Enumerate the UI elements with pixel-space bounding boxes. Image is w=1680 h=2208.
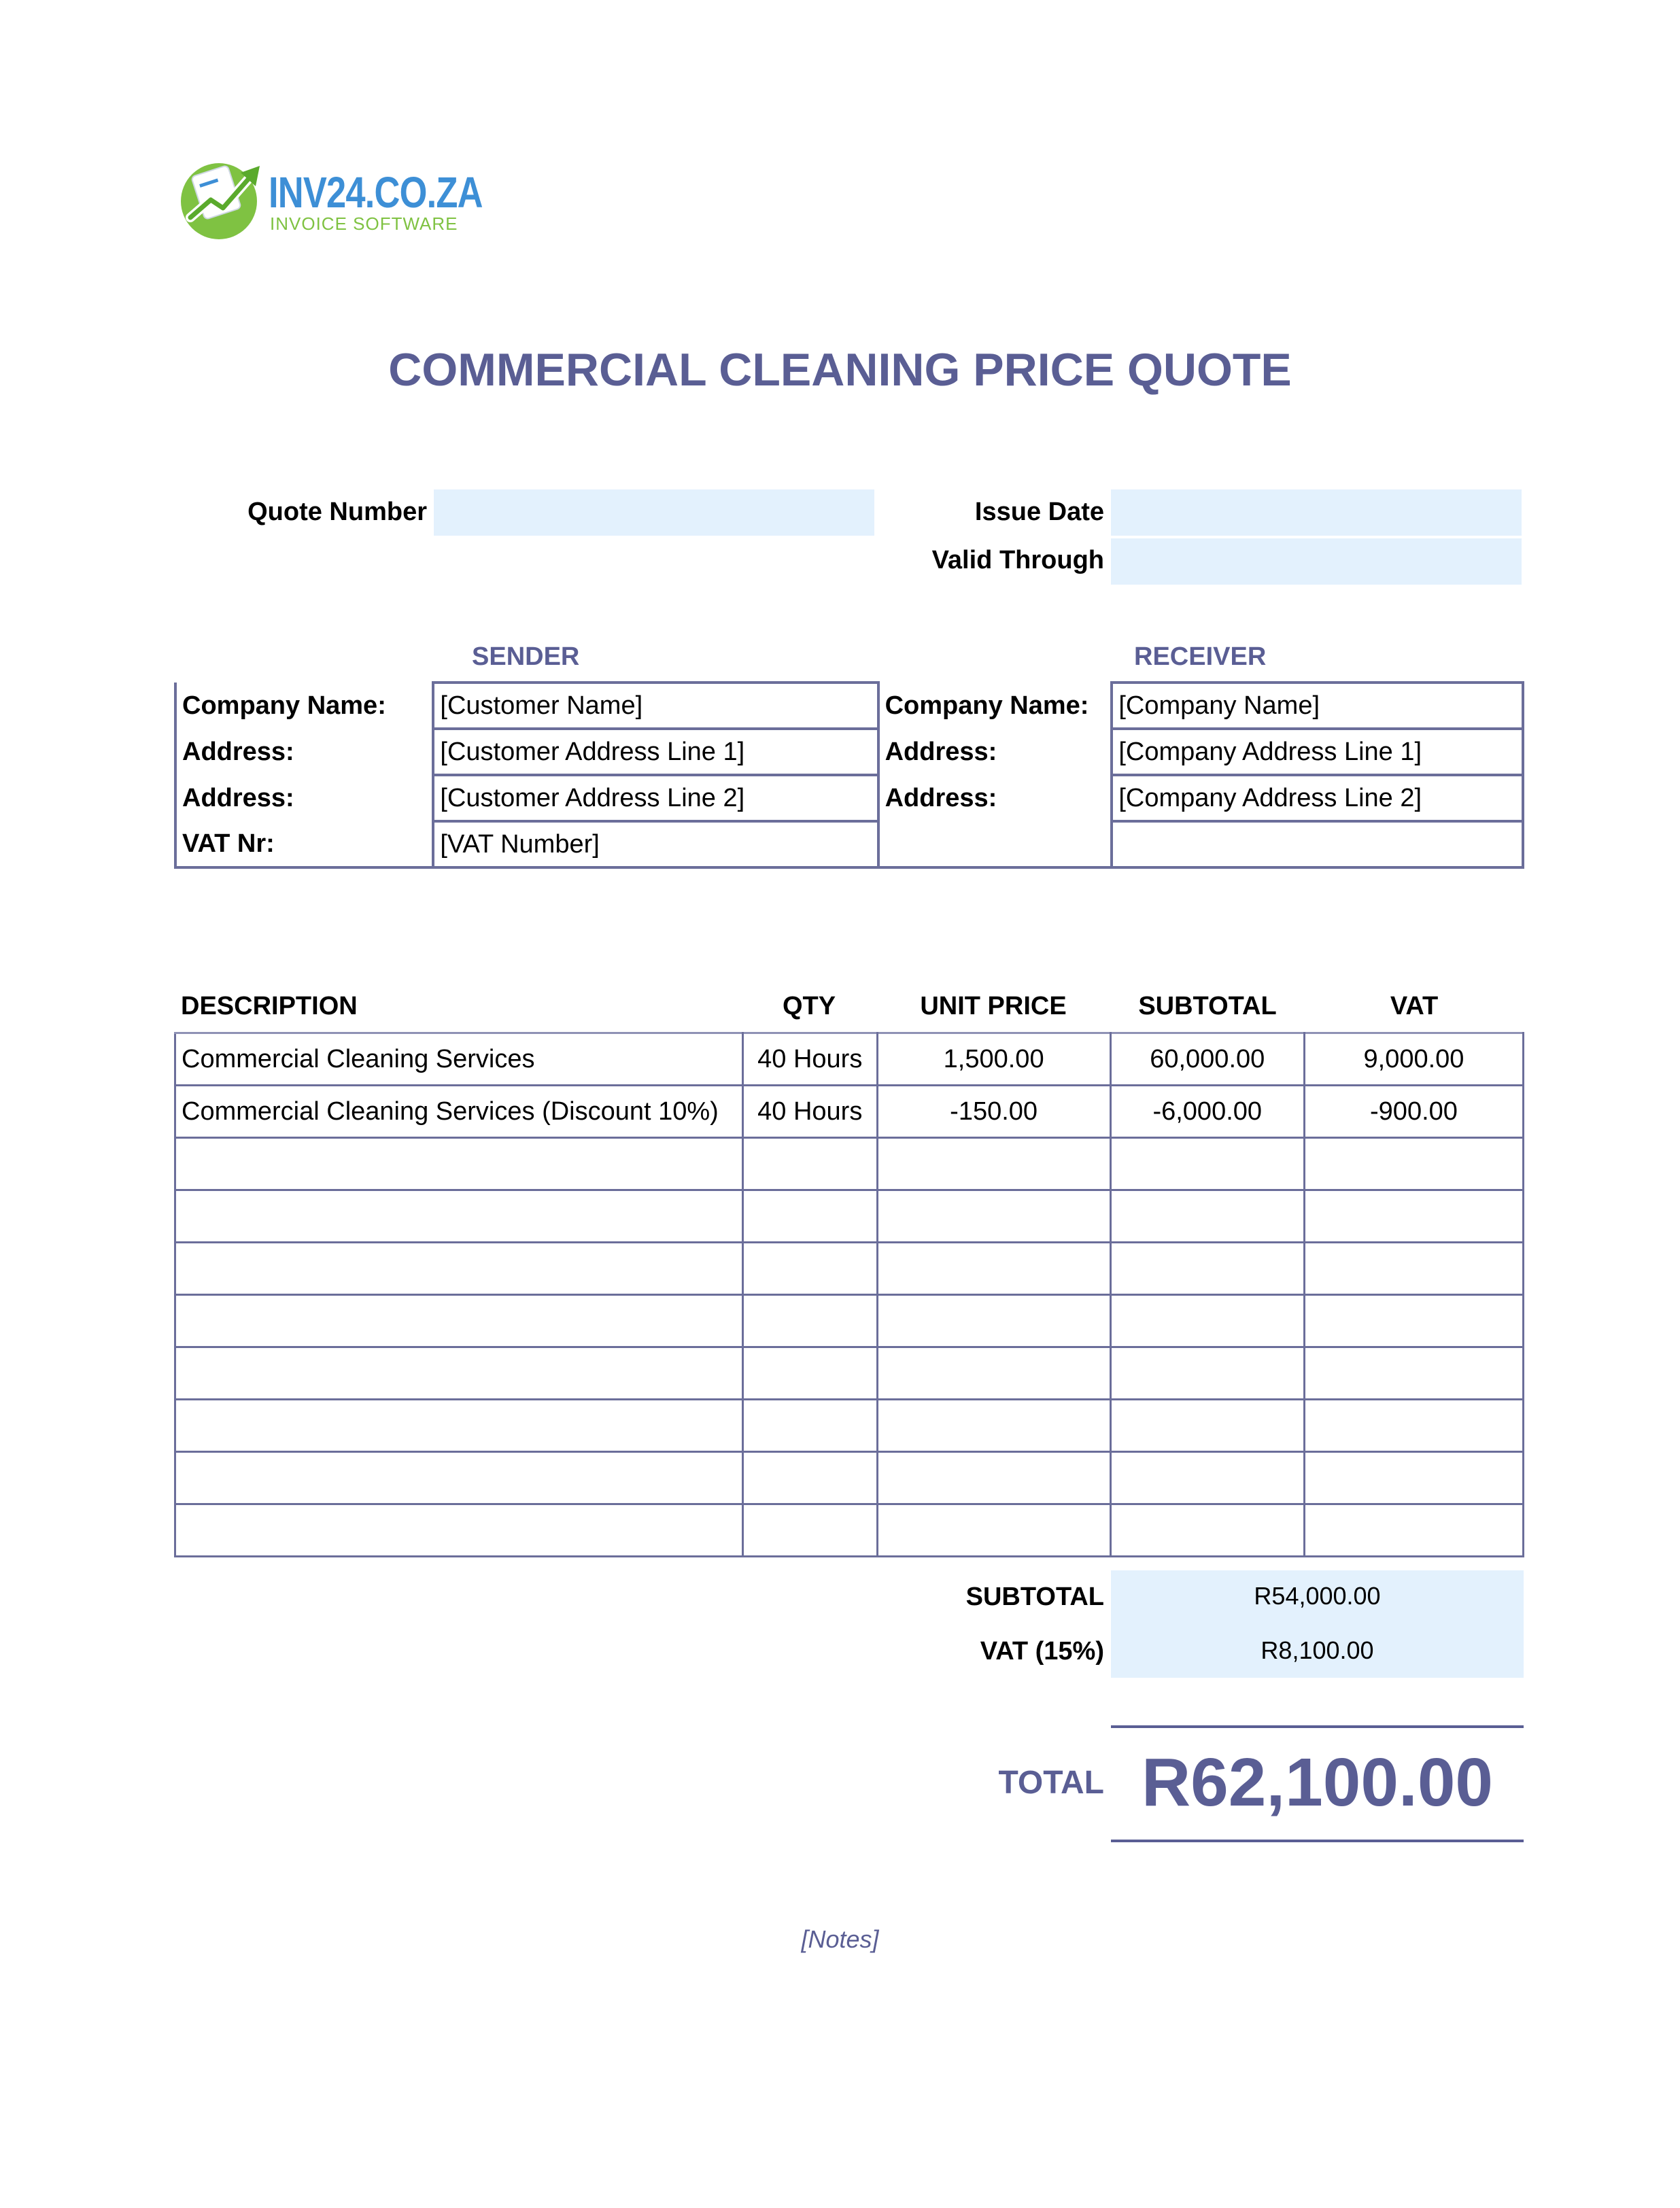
col-header-vat: VAT: [1390, 992, 1439, 1020]
item-description[interactable]: [175, 1295, 743, 1347]
total-top-rule: [1111, 1725, 1524, 1728]
item-subtotal[interactable]: [1110, 1504, 1304, 1557]
item-description[interactable]: [175, 1138, 743, 1190]
item-subtotal[interactable]: [1110, 1243, 1304, 1295]
total-value: R62,100.00: [1141, 1744, 1494, 1821]
item-description[interactable]: [175, 1347, 743, 1400]
issue-date-field[interactable]: [1111, 489, 1522, 536]
col-header-description: DESCRIPTION: [181, 992, 358, 1020]
item-description[interactable]: [175, 1400, 743, 1452]
item-unit-price[interactable]: [877, 1400, 1110, 1452]
sender-heading: SENDER: [472, 642, 580, 671]
receiver-label: Company Name:: [878, 683, 1112, 729]
notes[interactable]: [Notes]: [801, 1925, 879, 1953]
receiver-label: Address:: [878, 775, 1112, 821]
col-header-subtotal: SUBTOTAL: [1138, 992, 1277, 1020]
item-qty[interactable]: [742, 1138, 877, 1190]
item-unit-price[interactable]: [877, 1295, 1110, 1347]
item-unit-price[interactable]: [877, 1138, 1110, 1190]
item-subtotal[interactable]: [1110, 1400, 1304, 1452]
item-qty[interactable]: [742, 1452, 877, 1504]
receiver-value[interactable]: [Company Name]: [1112, 683, 1523, 729]
item-vat[interactable]: [1304, 1295, 1523, 1347]
table-row: [175, 1190, 1524, 1243]
party-row: [175, 683, 1523, 729]
party-row: [175, 821, 1523, 867]
item-unit-price[interactable]: 1,500.00: [877, 1033, 1110, 1086]
item-qty[interactable]: [742, 1347, 877, 1400]
sender-label: Address:: [175, 729, 433, 775]
item-description[interactable]: [175, 1243, 743, 1295]
receiver-value[interactable]: [Company Address Line 1]: [1112, 729, 1523, 775]
item-vat[interactable]: [1304, 1452, 1523, 1504]
quote-number-field[interactable]: [434, 489, 874, 536]
receiver-label: Address:: [878, 729, 1112, 775]
item-qty[interactable]: [742, 1190, 877, 1243]
total-bottom-rule: [1111, 1840, 1524, 1842]
logo-name: INV24.CO.ZA: [269, 168, 483, 217]
table-row: [175, 1452, 1524, 1504]
valid-through-label: Valid Through: [931, 546, 1104, 574]
item-description[interactable]: [175, 1504, 743, 1557]
item-subtotal[interactable]: [1110, 1295, 1304, 1347]
item-unit-price[interactable]: -150.00: [877, 1086, 1110, 1138]
item-vat[interactable]: [1304, 1347, 1523, 1400]
sender-label: Company Name:: [175, 683, 433, 729]
item-subtotal[interactable]: [1110, 1190, 1304, 1243]
item-unit-price[interactable]: [877, 1504, 1110, 1557]
table-row: [175, 1033, 1524, 1086]
receiver-value[interactable]: [1112, 821, 1523, 867]
item-subtotal[interactable]: [1110, 1347, 1304, 1400]
item-description[interactable]: [175, 1190, 743, 1243]
table-row: [175, 1086, 1524, 1138]
total-label: TOTAL: [998, 1765, 1104, 1801]
table-row: [175, 1138, 1524, 1190]
item-vat[interactable]: 9,000.00: [1304, 1033, 1523, 1086]
item-qty[interactable]: [742, 1504, 877, 1557]
item-unit-price[interactable]: [877, 1452, 1110, 1504]
subtotal-value: R54,000.00: [1111, 1570, 1524, 1625]
receiver-label: [878, 821, 1112, 867]
party-row: [175, 729, 1523, 775]
item-qty[interactable]: 40 Hours: [742, 1086, 877, 1138]
table-row: [175, 1400, 1524, 1452]
item-vat[interactable]: [1304, 1190, 1523, 1243]
vat-value: R8,100.00: [1111, 1625, 1524, 1678]
receiver-value[interactable]: [Company Address Line 2]: [1112, 775, 1523, 821]
receiver-heading: RECEIVER: [1134, 642, 1267, 671]
item-vat[interactable]: [1304, 1400, 1523, 1452]
col-header-qty: QTY: [782, 992, 836, 1020]
issue-date-label: Issue Date: [974, 498, 1104, 526]
item-vat[interactable]: -900.00: [1304, 1086, 1523, 1138]
sender-value[interactable]: [Customer Address Line 1]: [433, 729, 878, 775]
logo-tagline: INVOICE SOFTWARE: [270, 213, 458, 234]
table-row: [175, 1243, 1524, 1295]
table-row: [175, 1295, 1524, 1347]
item-unit-price[interactable]: [877, 1243, 1110, 1295]
item-vat[interactable]: [1304, 1504, 1523, 1557]
item-subtotal[interactable]: -6,000.00: [1110, 1086, 1304, 1138]
sender-label: Address:: [175, 775, 433, 821]
table-row: [175, 1347, 1524, 1400]
line-items-table: [174, 1032, 1524, 1557]
table-row: [175, 1504, 1524, 1557]
sender-value[interactable]: [Customer Address Line 2]: [433, 775, 878, 821]
item-qty[interactable]: [742, 1243, 877, 1295]
item-vat[interactable]: [1304, 1243, 1523, 1295]
item-description[interactable]: Commercial Cleaning Services: [175, 1033, 743, 1086]
item-unit-price[interactable]: [877, 1190, 1110, 1243]
item-subtotal[interactable]: 60,000.00: [1110, 1033, 1304, 1086]
item-subtotal[interactable]: [1110, 1138, 1304, 1190]
item-qty[interactable]: [742, 1400, 877, 1452]
valid-through-field[interactable]: [1111, 538, 1522, 585]
quote-number-label: Quote Number: [247, 498, 427, 526]
item-unit-price[interactable]: [877, 1347, 1110, 1400]
item-qty[interactable]: [742, 1295, 877, 1347]
col-header-unit-price: UNIT PRICE: [920, 992, 1067, 1020]
item-subtotal[interactable]: [1110, 1452, 1304, 1504]
item-description[interactable]: [175, 1452, 743, 1504]
sender-label: VAT Nr:: [175, 821, 433, 867]
sender-value[interactable]: [Customer Name]: [433, 683, 878, 729]
subtotal-label: SUBTOTAL: [965, 1583, 1104, 1611]
party-info-table: [174, 681, 1524, 869]
vat-label: VAT (15%): [980, 1637, 1104, 1666]
item-description[interactable]: Commercial Cleaning Services (Discount 10%): [175, 1086, 743, 1138]
item-vat[interactable]: [1304, 1138, 1523, 1190]
item-qty[interactable]: 40 Hours: [742, 1033, 877, 1086]
sender-value[interactable]: [VAT Number]: [433, 821, 878, 867]
page-title: COMMERCIAL CLEANING PRICE QUOTE: [388, 344, 1292, 396]
party-row: [175, 775, 1523, 821]
